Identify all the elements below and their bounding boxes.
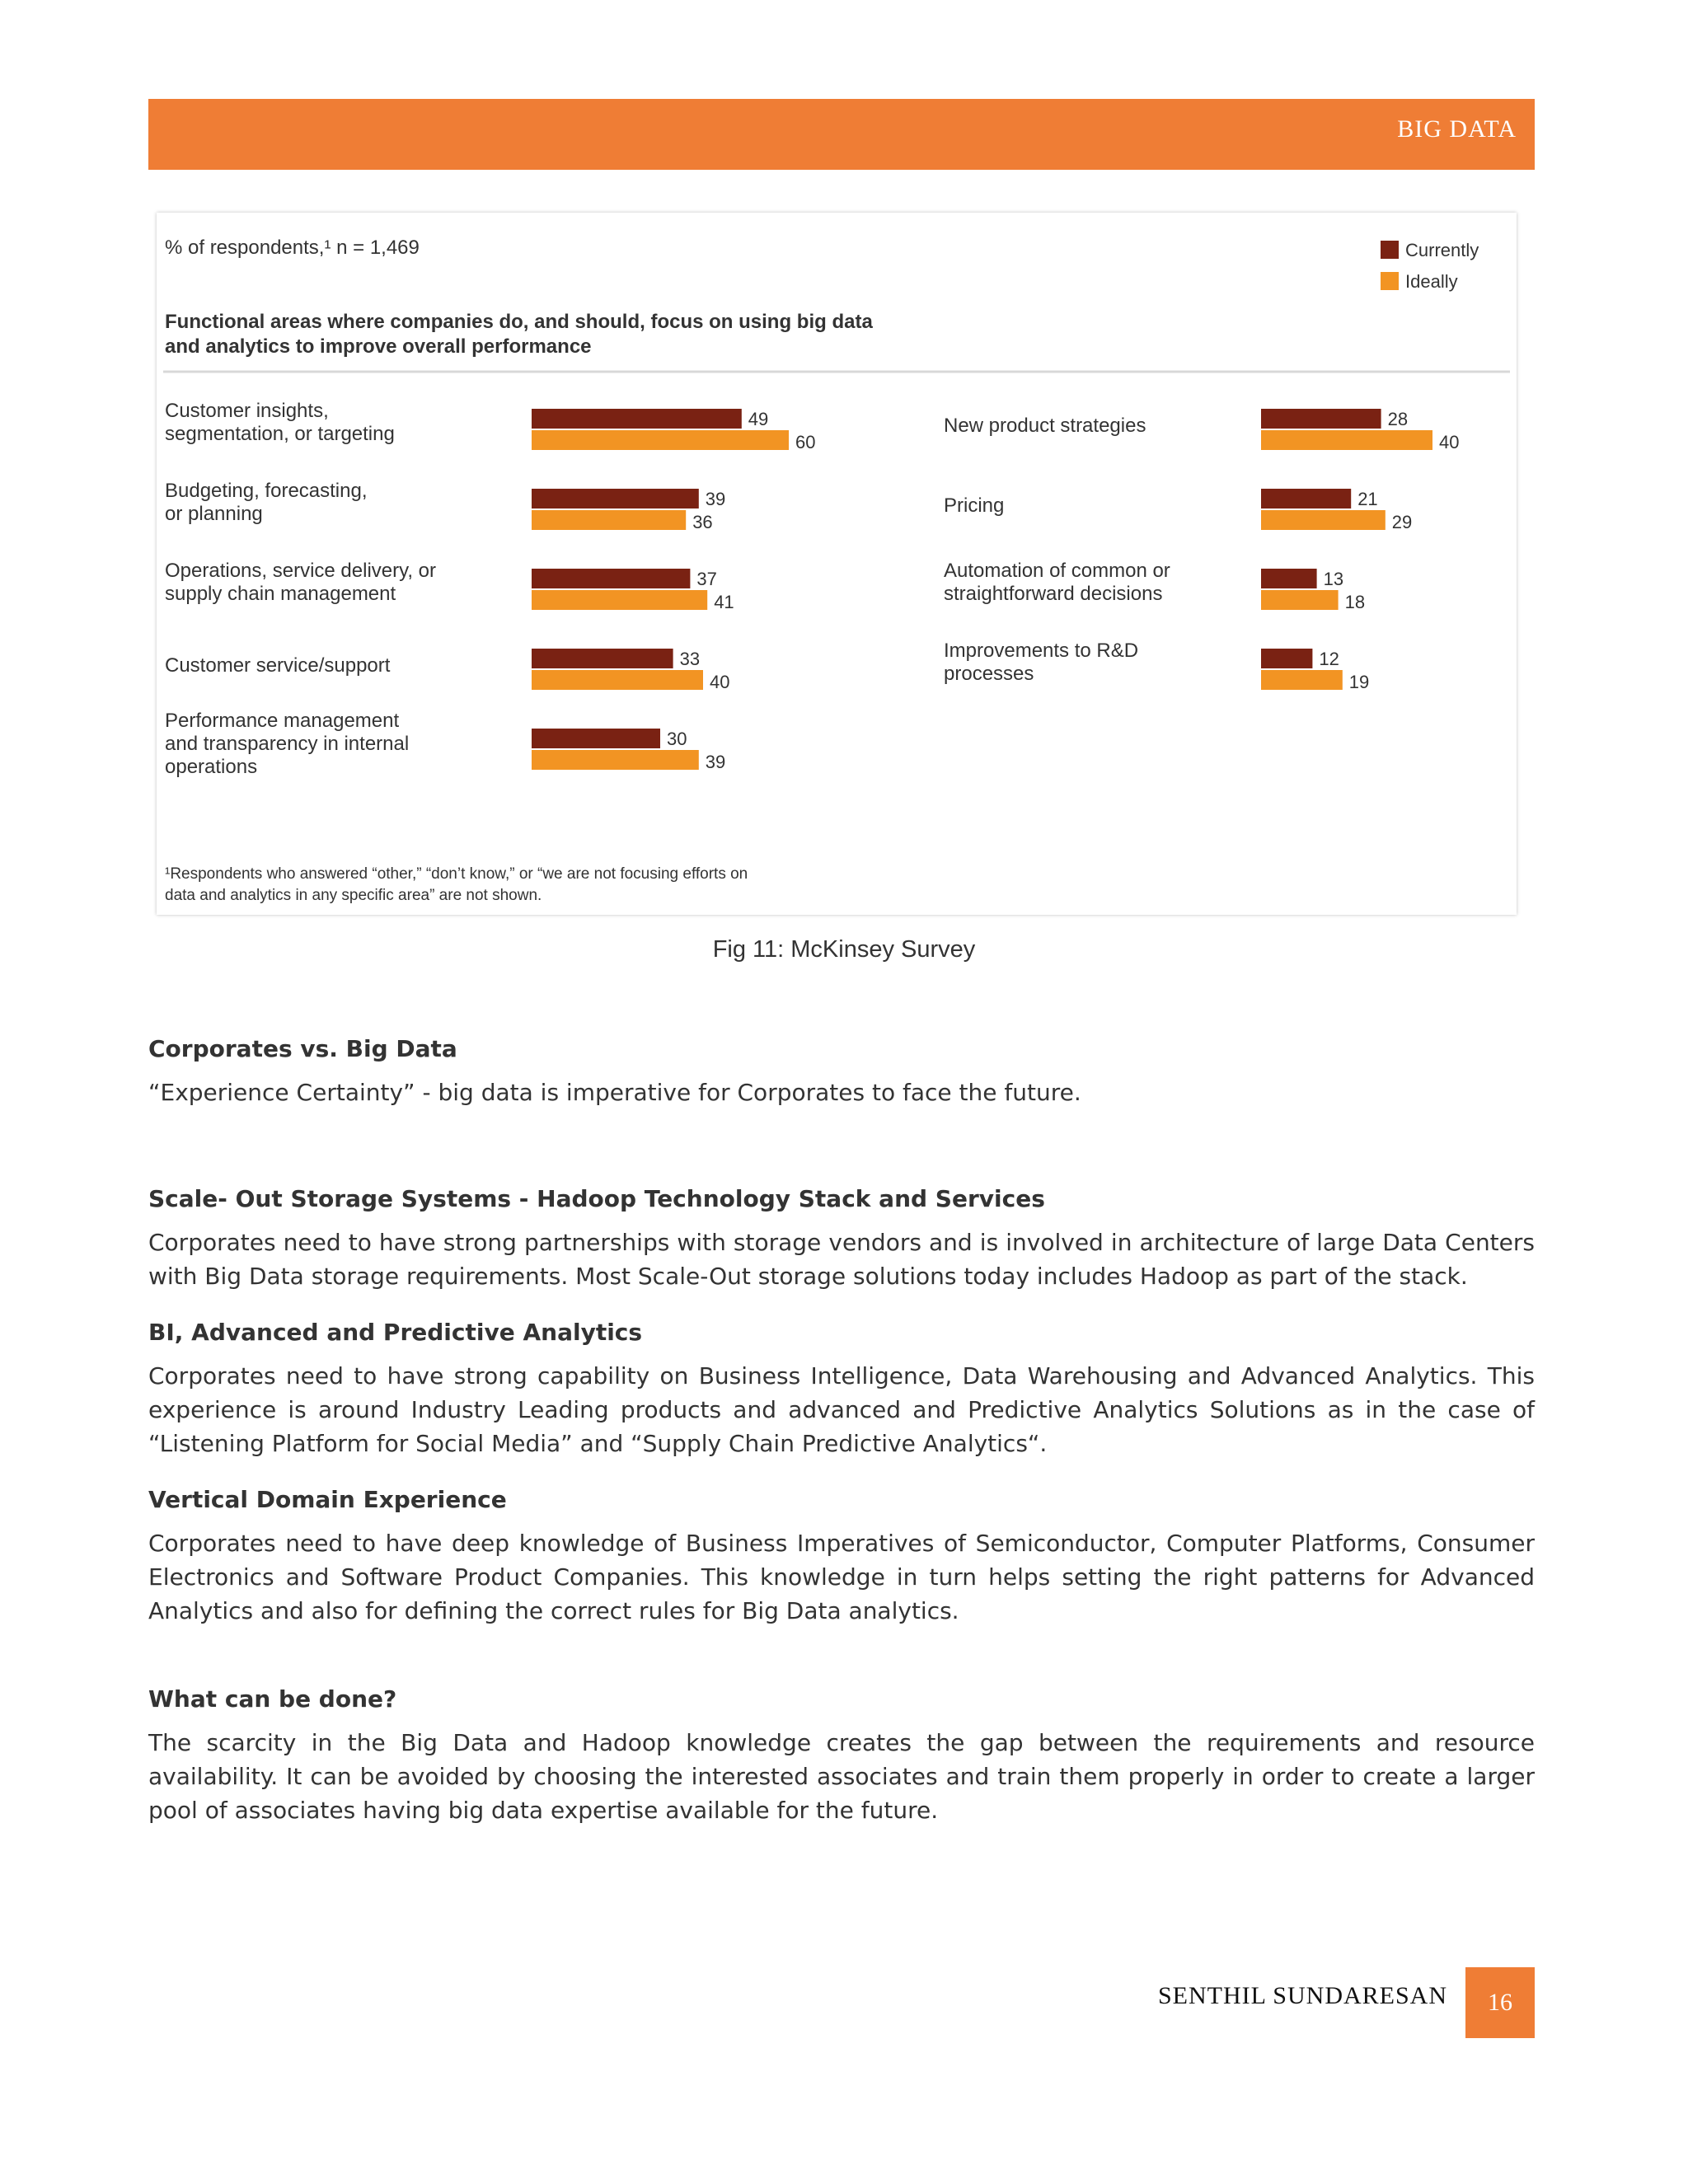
para-corporates: “Experience Certainty” - big data is imperative for Corporates to face the future.: [148, 1079, 1081, 1106]
legend-swatch-currently: [1381, 241, 1399, 259]
left-value-ideally-1: 60: [795, 432, 816, 452]
left-label-2-line-2: or planning: [165, 503, 263, 525]
left-value-currently-2: 39: [705, 489, 726, 509]
left-label-3-line-1: Operations, service delivery, or: [165, 560, 437, 582]
left-value-currently-4: 33: [679, 649, 701, 669]
left-label-5-line-1: Performance management: [165, 710, 400, 732]
left-value-currently-3: 37: [696, 569, 717, 589]
left-bar-currently-1: [532, 409, 742, 429]
header-bar: [148, 99, 1535, 170]
left-label-1-line-1: Customer insights,: [165, 400, 329, 422]
left-bar-currently-5: [532, 729, 660, 748]
right-label-3-line-2: straightforward decisions: [944, 583, 1163, 605]
left-bar-currently-4: [532, 649, 673, 668]
left-label-2-line-1: Budgeting, forecasting,: [165, 480, 368, 502]
right-bar-currently-1: [1261, 409, 1381, 429]
right-value-ideally-3: 18: [1344, 592, 1366, 612]
right-bar-ideally-4: [1261, 670, 1343, 690]
left-label-5-line-2: and transparency in internal: [165, 733, 410, 755]
left-value-ideally-4: 40: [710, 672, 730, 692]
footer-author: SENTHIL SUNDARESAN: [1157, 1982, 1447, 2009]
right-value-ideally-1: 40: [1439, 432, 1460, 452]
left-bar-ideally-2: [532, 510, 686, 530]
para-whatcan: The scarcity in the Big Data and Hadoop knowledge creates the gap between the requirements and resource availability. It can be avoided by choosing the interested associates and train them properly in order to create a larger pool of associates having big data expertise available for the future.: [148, 1729, 1535, 1824]
right-value-currently-2: 21: [1357, 489, 1378, 509]
legend-label-currently: Currently: [1405, 240, 1479, 260]
chart-title-line-2: and analytics to improve overall performance: [165, 335, 592, 358]
heading-bi: BI, Advanced and Predictive Analytics: [148, 1319, 643, 1346]
legend-label-ideally: Ideally: [1405, 271, 1458, 292]
heading-vertical: Vertical Domain Experience: [148, 1486, 507, 1513]
left-value-currently-1: 49: [748, 409, 769, 429]
right-label-2-line-1: Pricing: [944, 494, 1005, 517]
left-label-4-line-1: Customer service/support: [165, 654, 391, 677]
right-label-4-line-2: processes: [944, 663, 1034, 685]
para-vertical: Corporates need to have deep knowledge of Business Imperatives of Semiconductor, Computer Platforms, Consumer Electronics and Software Product Companies. This knowledge in turn helps setting the right patterns for Advanced Analytics and also for defining the correct rules for Big Data analytics.: [148, 1530, 1535, 1624]
left-bar-ideally-1: [532, 430, 789, 450]
para-scaleout: Corporates need to have strong partnerships with storage vendors and is involved in architecture of large Data Centers with Big Data storage requirements. Most Scale-Out storage solutions today includes Hadoop as part of the stack.: [148, 1229, 1535, 1290]
left-label-5-line-3: operations: [165, 756, 258, 778]
chart-title-line-1: Functional areas where companies do, and should, focus on using big data: [165, 311, 873, 333]
section-corporates: [148, 1035, 1535, 1109]
para-bi: Corporates need to have strong capability on Business Intelligence, Data Warehousing and Advanced Analytics. This experience is around Industry Leading products and advanced and Predictive Analytics Solutions as in the case of “Listening Platform for Social Media” and “Supply Chain Predictive Analytics“.: [148, 1362, 1535, 1457]
right-value-ideally-4: 19: [1348, 672, 1370, 692]
right-value-ideally-2: 29: [1391, 512, 1413, 532]
left-label-1-line-2: segmentation, or targeting: [165, 423, 395, 445]
section-scaleout: [148, 1185, 1535, 1293]
left-bar-ideally-5: [532, 750, 699, 770]
legend-swatch-ideally: [1381, 272, 1399, 290]
heading-corporates: Corporates vs. Big Data: [148, 1035, 457, 1062]
footer-page-number: 16: [1465, 1967, 1535, 2038]
left-bar-currently-2: [532, 489, 699, 509]
section-bi: [148, 1319, 1535, 1460]
left-value-ideally-5: 39: [705, 752, 726, 772]
section-vertical: [148, 1486, 1535, 1628]
survey-bar-chart: [157, 213, 1517, 915]
chart-subtitle: % of respondents,¹ n = 1,469: [165, 237, 420, 259]
right-bar-currently-3: [1261, 569, 1317, 588]
left-label-3-line-2: supply chain management: [165, 583, 396, 605]
figure-caption: Fig 11: McKinsey Survey: [712, 936, 976, 963]
right-bar-ideally-1: [1261, 430, 1432, 450]
right-value-currently-4: 12: [1319, 649, 1339, 669]
left-bar-ideally-3: [532, 590, 707, 610]
right-value-currently-1: 28: [1387, 409, 1409, 429]
right-label-4-line-1: Improvements to R&D: [944, 640, 1139, 662]
left-value-ideally-3: 41: [714, 592, 734, 612]
right-bar-ideally-2: [1261, 510, 1386, 530]
survey-figure: [157, 213, 1517, 915]
heading-whatcan: What can be done?: [148, 1685, 397, 1713]
left-bar-ideally-4: [532, 670, 703, 690]
chart-footnote-line-2: data and analytics in any specific area” are not shown.: [165, 887, 542, 904]
chart-footnote-line-1: ¹Respondents who answered “other,” “don’t know,” or “we are not focusing efforts on: [165, 865, 748, 883]
right-bar-ideally-3: [1261, 590, 1339, 610]
section-whatcan: [148, 1685, 1535, 1827]
right-value-currently-3: 13: [1323, 569, 1344, 589]
right-label-1-line-1: New product strategies: [944, 415, 1146, 437]
left-value-ideally-2: 36: [692, 512, 713, 532]
left-value-currently-5: 30: [667, 729, 687, 749]
heading-scaleout: Scale- Out Storage Systems - Hadoop Technology Stack and Services: [148, 1185, 1045, 1212]
right-bar-currently-4: [1261, 649, 1312, 668]
header-title: BIG DATA: [1397, 115, 1517, 143]
left-bar-currently-3: [532, 569, 690, 588]
right-label-3-line-1: Automation of common or: [944, 560, 1170, 582]
right-bar-currently-2: [1261, 489, 1351, 509]
